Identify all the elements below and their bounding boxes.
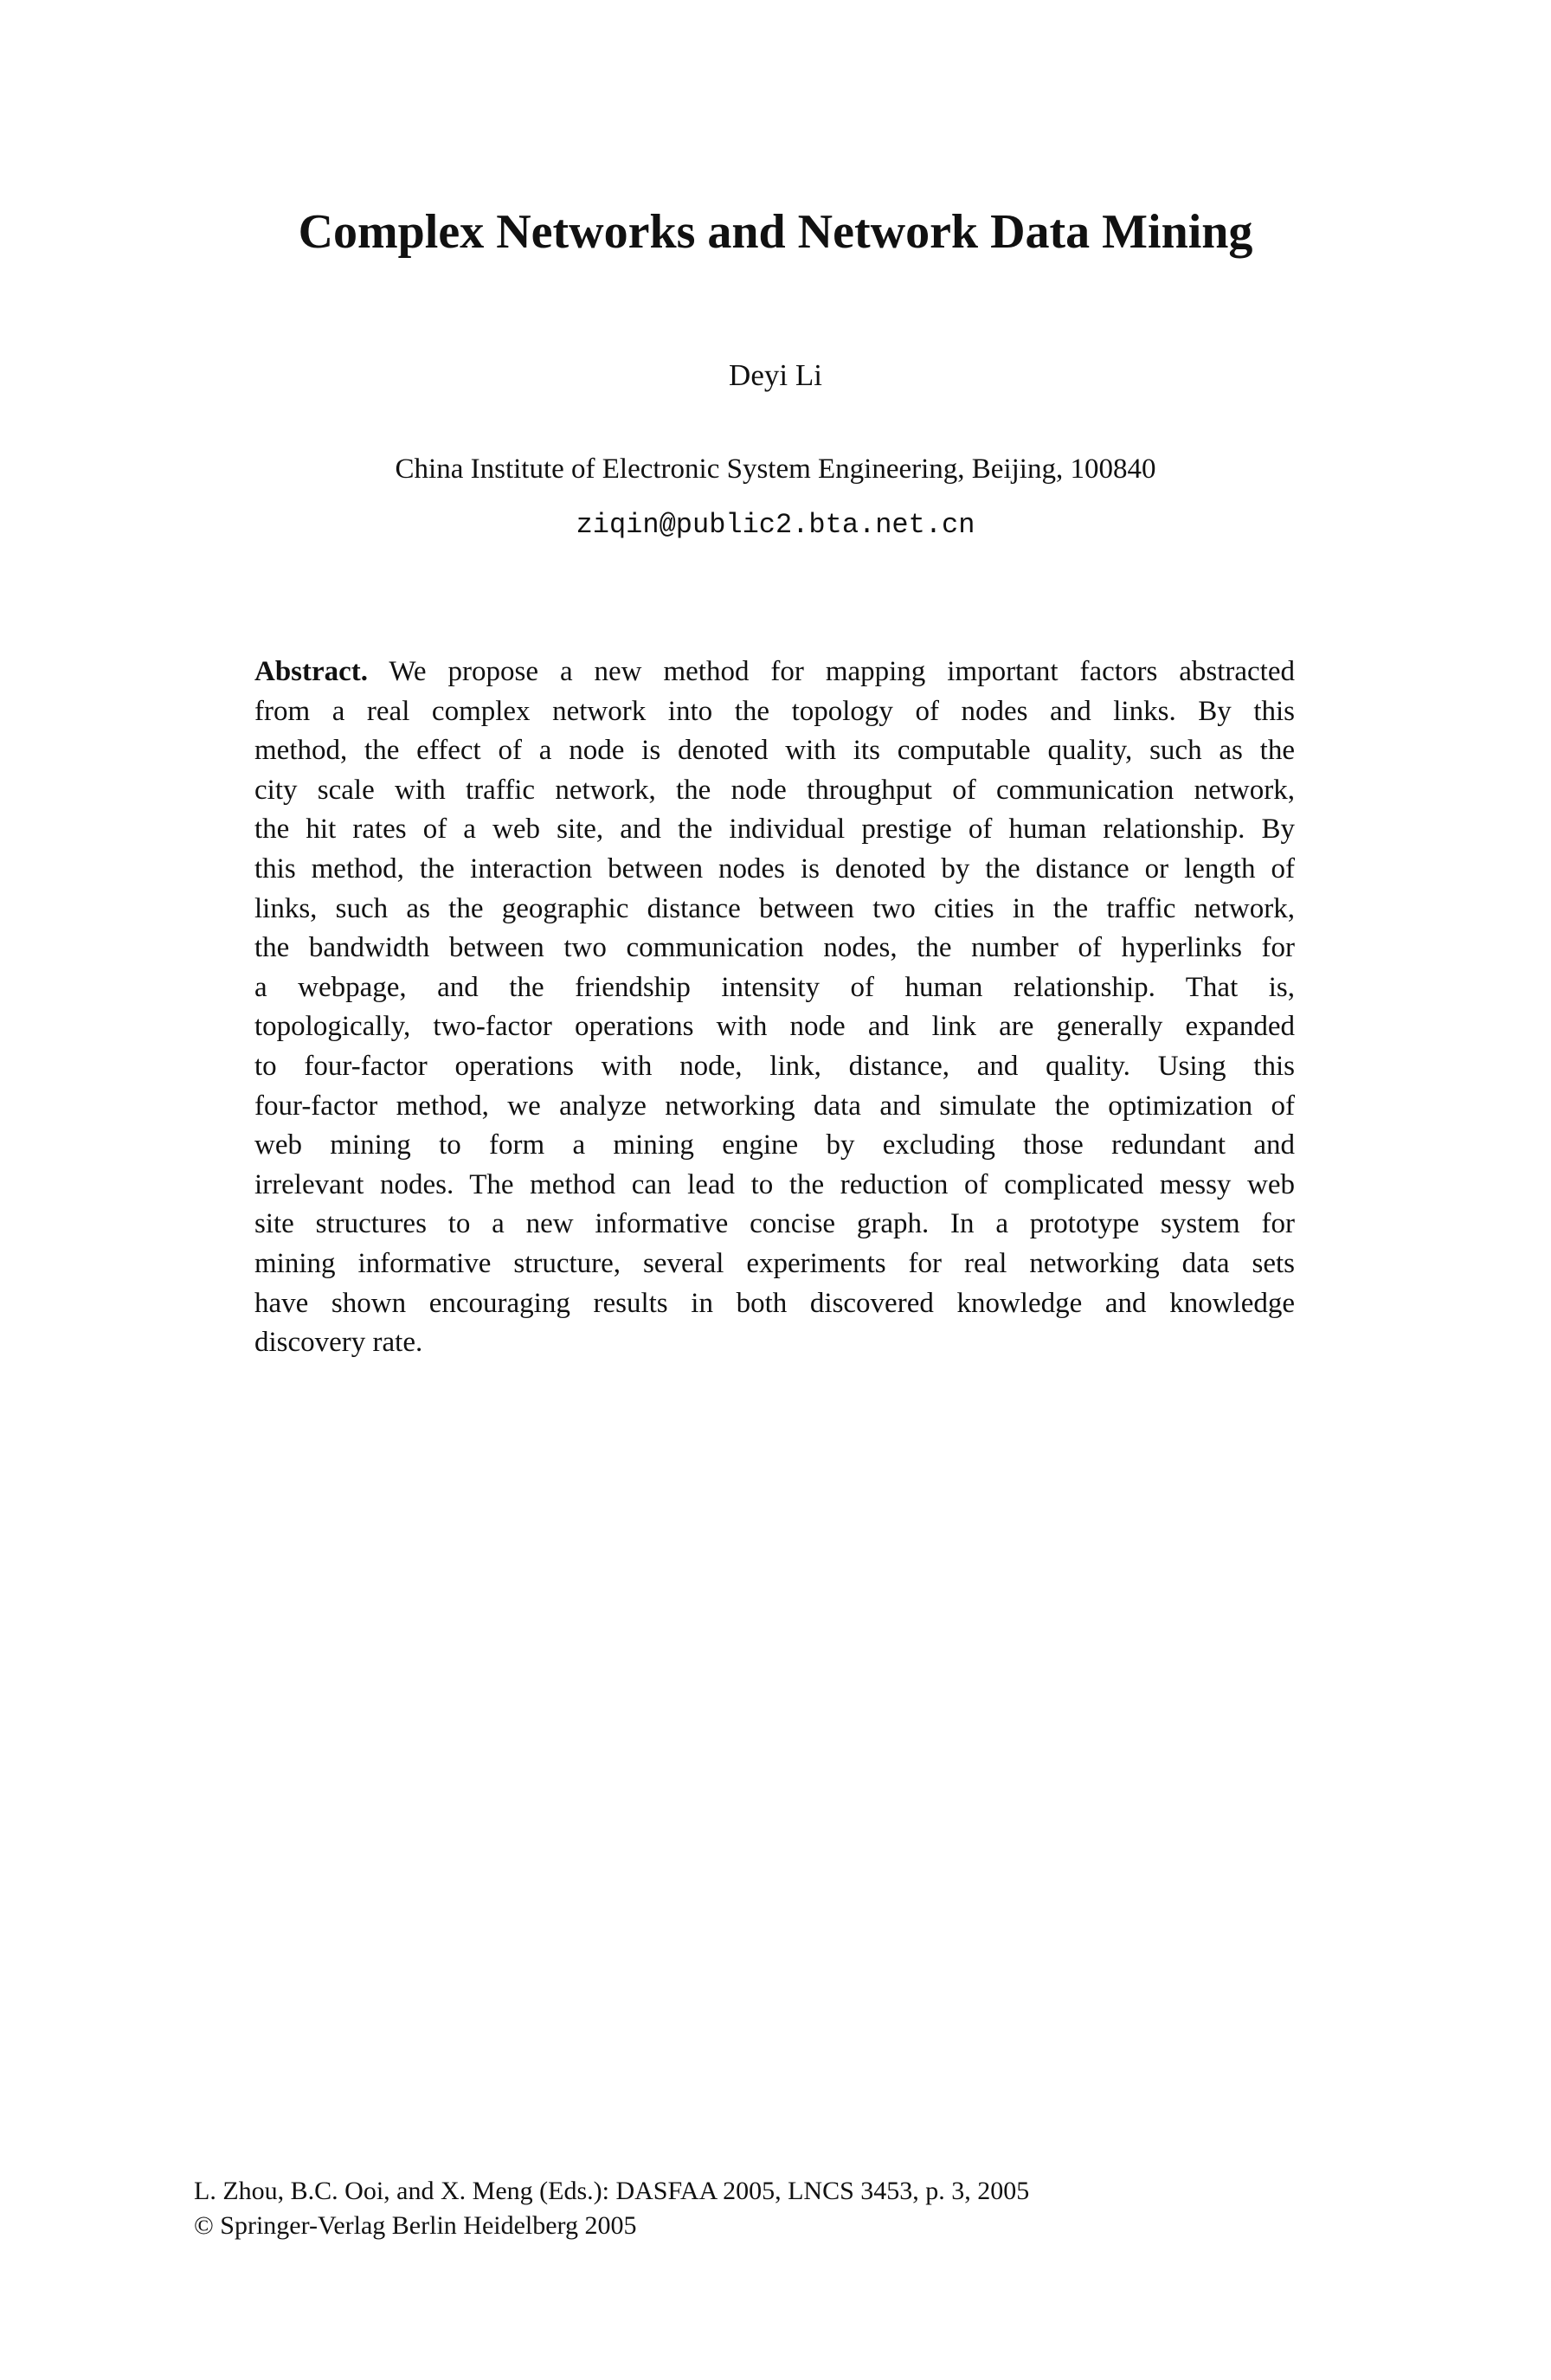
paper-title: Complex Networks and Network Data Mining [298, 205, 1253, 259]
abstract [254, 653, 1295, 1363]
abstract-line: Abstract. We propose a new method for mapping important factors abstracted [254, 656, 1295, 687]
copyright: © Springer-Verlag Berlin Heidelberg 2005 [194, 2211, 637, 2240]
abstract-line: links, such as the geographic distance between two cities in the traffic network, [254, 892, 1295, 924]
abstract-line: topologically, two-factor operations with node and link are generally expanded [254, 1011, 1295, 1043]
abstract-line: city scale with traffic network, the node throughput of communication network, [254, 774, 1295, 806]
author-name: Deyi Li [729, 358, 822, 392]
abstract-line: the hit rates of a web site, and the individual prestige of human relationship. By [254, 814, 1295, 846]
abstract-line: method, the effect of a node is denoted with its computable quality, such as the [254, 735, 1295, 767]
footer [194, 2174, 1029, 2243]
abstract-line: site structures to a new informative concise graph. In a prototype system for [254, 1208, 1295, 1240]
abstract-line: the bandwidth between two communication nodes, the number of hyperlinks for [254, 932, 1295, 964]
abstract-label: Abstract. [254, 656, 369, 687]
abstract-line: from a real complex network into the topology of nodes and links. By this [254, 695, 1295, 727]
abstract-line: four-factor method, we analyze networking data and simulate the optimization of [254, 1090, 1295, 1122]
author-affiliation: China Institute of Electronic System Engineering, Beijing, 100840 [395, 453, 1156, 485]
citation: L. Zhou, B.C. Ooi, and X. Meng (Eds.): DASFAA 2005, LNCS 3453, p. 3, 2005 [194, 2177, 1030, 2205]
abstract-line: mining informative structure, several experiments for real networking data sets [254, 1247, 1295, 1279]
abstract-line: this method, the interaction between nodes is denoted by the distance or length of [254, 852, 1295, 884]
abstract-line: discovery rate. [254, 1327, 423, 1359]
abstract-line: have shown encouraging results in both discovered knowledge and knowledge [254, 1287, 1295, 1319]
abstract-line: a webpage, and the friendship intensity of human relationship. That is, [254, 971, 1295, 1003]
abstract-line: irrelevant nodes. The method can lead to the reduction of complicated messy web [254, 1168, 1295, 1200]
abstract-line: web mining to form a mining engine by excluding those redundant and [254, 1129, 1295, 1161]
abstract-line: to four-factor operations with node, link, distance, and quality. Using this [254, 1050, 1295, 1082]
author-email: ziqin@public2.bta.net.cn [576, 509, 975, 541]
